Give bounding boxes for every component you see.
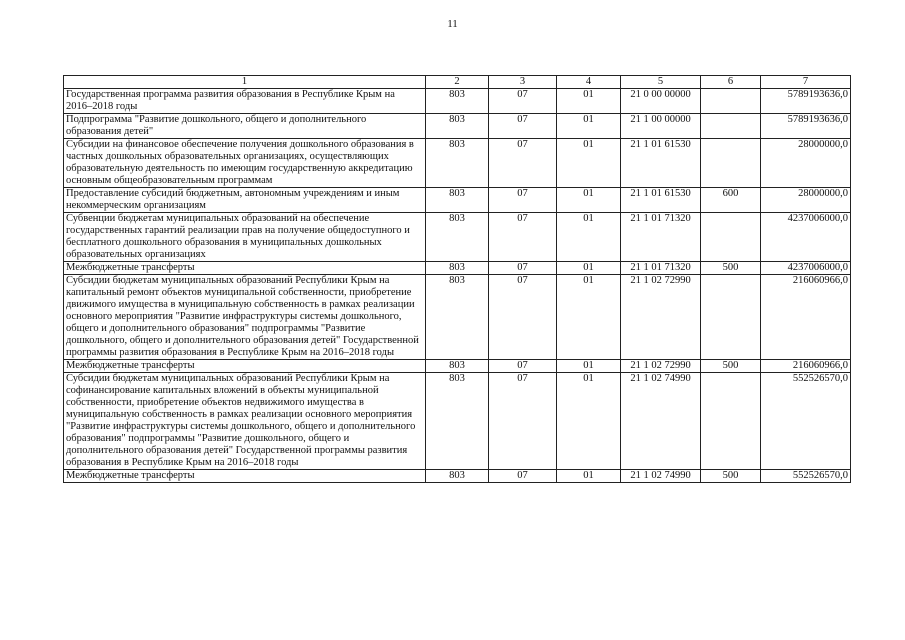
budget-table [63,75,851,483]
cell-code: 803 [426,470,489,483]
cell-target-article: 21 1 02 72990 [621,275,701,360]
cell-target-article: 21 0 00 00000 [621,89,701,114]
cell-subsection: 01 [557,275,621,360]
cell-amount: 4237006000,0 [761,262,851,275]
table-row [64,262,851,275]
column-header: 4 [557,76,621,89]
cell-target-article: 21 1 01 61530 [621,188,701,213]
cell-expense-type [701,114,761,139]
cell-subsection: 01 [557,373,621,470]
cell-expense-type [701,373,761,470]
cell-amount: 28000000,0 [761,139,851,188]
column-header: 2 [426,76,489,89]
cell-expense-type: 500 [701,360,761,373]
cell-code: 803 [426,89,489,114]
cell-code: 803 [426,262,489,275]
table-row [64,360,851,373]
table-row [64,89,851,114]
cell-target-article: 21 1 01 71320 [621,262,701,275]
row-description: Подпрограмма "Развитие дошкольного, общего и дополнительного образования детей" [64,114,426,139]
cell-target-article: 21 1 00 00000 [621,114,701,139]
column-header: 1 [64,76,426,89]
column-header: 5 [621,76,701,89]
cell-subsection: 01 [557,262,621,275]
row-description: Межбюджетные трансферты [64,470,426,483]
cell-target-article: 21 1 02 72990 [621,360,701,373]
table-row [64,470,851,483]
cell-subsection: 01 [557,470,621,483]
cell-section: 07 [489,188,557,213]
cell-code: 803 [426,139,489,188]
cell-amount: 28000000,0 [761,188,851,213]
cell-code: 803 [426,213,489,262]
cell-expense-type: 500 [701,470,761,483]
cell-code: 803 [426,275,489,360]
cell-target-article: 21 1 01 61530 [621,139,701,188]
cell-code: 803 [426,188,489,213]
cell-section: 07 [489,360,557,373]
column-header: 3 [489,76,557,89]
row-description: Межбюджетные трансферты [64,360,426,373]
cell-amount: 216060966,0 [761,360,851,373]
row-description: Субсидии на финансовое обеспечение получения дошкольного образования в частных дошкольных образовательных организациях, осуществляющих образовательную деятельность по имеющим государственную аккредитацию основным общеобразовательным программам [64,139,426,188]
cell-target-article: 21 1 02 74990 [621,470,701,483]
cell-section: 07 [489,213,557,262]
column-header: 7 [761,76,851,89]
cell-section: 07 [489,262,557,275]
cell-amount: 552526570,0 [761,373,851,470]
table-row [64,114,851,139]
cell-subsection: 01 [557,89,621,114]
row-description: Межбюджетные трансферты [64,262,426,275]
cell-section: 07 [489,470,557,483]
cell-expense-type [701,275,761,360]
cell-code: 803 [426,360,489,373]
cell-section: 07 [489,139,557,188]
cell-expense-type: 500 [701,262,761,275]
cell-section: 07 [489,114,557,139]
cell-code: 803 [426,114,489,139]
cell-subsection: 01 [557,360,621,373]
table-row [64,275,851,360]
cell-subsection: 01 [557,139,621,188]
cell-amount: 5789193636,0 [761,114,851,139]
table-row [64,213,851,262]
cell-amount: 552526570,0 [761,470,851,483]
cell-expense-type [701,89,761,114]
cell-subsection: 01 [557,188,621,213]
row-description: Субсидии бюджетам муниципальных образований Республики Крым на софинансирование капитальных вложений в объекты муниципальной собственности, приобретение объектов недвижимого имущества в муниципальную собственность в рамках реализации основного мероприятия "Развитие инфраструктуры системы дошкольного, общего и дополнительного образования" подпрограммы "Развитие дошкольного, общего и дополнительного образования детей" Государственной программы развития образования в Республике Крым на 2016–2018 годы [64,373,426,470]
cell-section: 07 [489,275,557,360]
cell-expense-type [701,213,761,262]
cell-section: 07 [489,373,557,470]
cell-expense-type [701,139,761,188]
row-description: Субсидии бюджетам муниципальных образований Республики Крым на капитальный ремонт объектов муниципальной собственности, приобретение движимого имущества в муниципальную собственность в рамках реализации основного мероприятия "Развитие инфраструктуры системы дошкольного, общего и дополнительного образования" подпрограммы "Развитие дошкольного, общего и дополнительного образования детей" Государственной программы развития образования в Республике Крым на 2016–2018 годы [64,275,426,360]
header-row [64,76,851,89]
row-description: Субвенции бюджетам муниципальных образований на обеспечение государственных гарантий реализации прав на получение общедоступного и бесплатного дошкольного образования в муниципальных дошкольных образовательных организациях [64,213,426,262]
table-row [64,139,851,188]
cell-expense-type: 600 [701,188,761,213]
table-row [64,373,851,470]
cell-target-article: 21 1 01 71320 [621,213,701,262]
cell-amount: 216060966,0 [761,275,851,360]
table-row [64,188,851,213]
cell-subsection: 01 [557,213,621,262]
row-description: Предоставление субсидий бюджетным, автономным учреждениям и иным некоммерческим организациям [64,188,426,213]
cell-target-article: 21 1 02 74990 [621,373,701,470]
cell-amount: 4237006000,0 [761,213,851,262]
cell-section: 07 [489,89,557,114]
cell-subsection: 01 [557,114,621,139]
row-description: Государственная программа развития образования в Республике Крым на 2016–2018 годы [64,89,426,114]
column-header: 6 [701,76,761,89]
page-number: 11 [447,18,458,30]
cell-code: 803 [426,373,489,470]
cell-amount: 5789193636,0 [761,89,851,114]
